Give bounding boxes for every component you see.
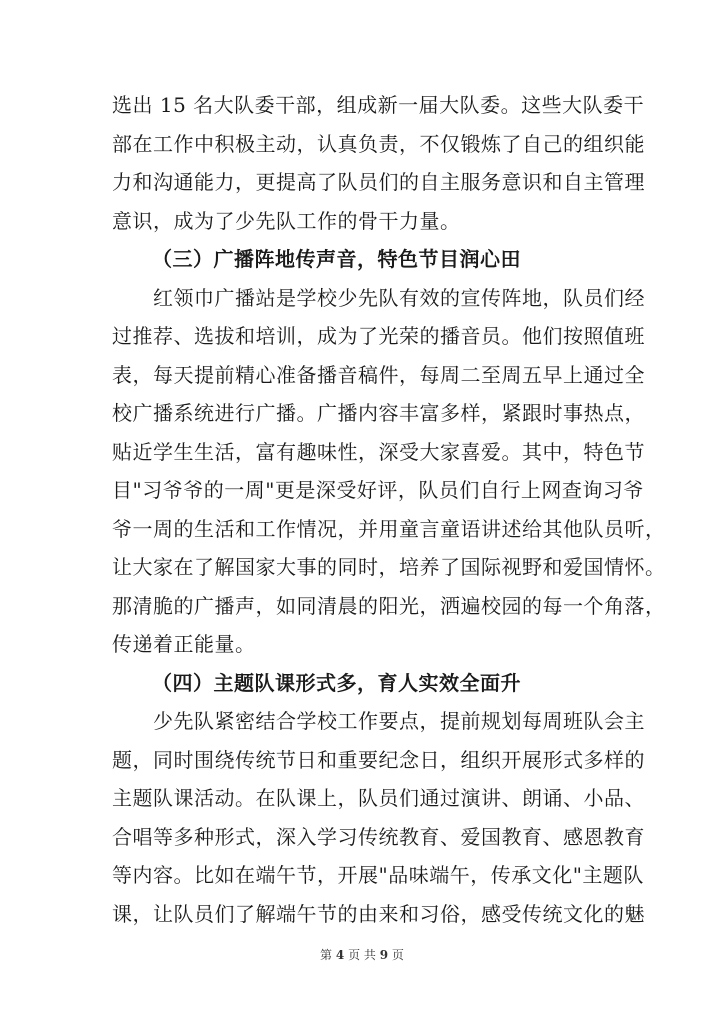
text-line: 等内容。比如在端午节，开展"品味端午，传承文化"主题队	[112, 863, 644, 887]
text-line: 让大家在了解国家大事的同时，培养了国际视野和爱国情怀。	[112, 555, 666, 579]
text-line: 传递着正能量。	[112, 632, 256, 656]
text-line: 少先队紧密结合学校工作要点，提前规划每周班队会主	[112, 709, 645, 733]
section-heading-4: （四）主题队课形式多，育人实效全面升	[152, 670, 521, 695]
text-line: 主题队课活动。在队课上，队员们通过演讲、朗诵、小品、	[112, 786, 645, 810]
paragraph-1	[112, 86, 645, 240]
text-line: 力和沟通能力，更提高了队员们的自主服务意识和自主管理	[112, 170, 645, 194]
text-line: 那清脆的广播声，如同清晨的阳光，洒遍校园的每一个角落，	[112, 593, 666, 618]
paragraph-3	[112, 702, 645, 933]
text-line: 目"习爷爷的一周"更是深受好评，队员们自行上网查询习爷	[112, 478, 644, 502]
text-line: 课，让队员们了解端午节的由来和习俗，感受传统文化的魅	[112, 901, 645, 926]
text-line: 选出 15 名大队委干部，组成新一届大队委。这些大队委干	[112, 93, 645, 117]
text-line: 过推荐、选拔和培训，成为了光荣的播音员。他们按照值班	[112, 324, 645, 348]
footer-middle: 页 共	[348, 948, 376, 962]
text-line: 表，每天提前精心准备播音稿件，每周二至周五早上通过全	[112, 362, 645, 387]
footer-prefix: 第	[320, 948, 333, 962]
text-line: 部在工作中积极主动，认真负责，不仅锻炼了自己的组织能	[112, 131, 645, 156]
text-line: 红领巾广播站是学校少先队有效的宣传阵地，队员们经	[112, 285, 645, 310]
paragraph-2	[112, 279, 666, 664]
section-heading-3: （三）广播阵地传声音，特色节目润心田	[152, 247, 521, 271]
total-page-number: 9	[379, 948, 389, 962]
text-line: 合唱等多种形式，深入学习传统教育、爱国教育、感恩教育	[112, 824, 645, 849]
text-line: 爷一周的生活和工作情况，并用童言童语讲述给其他队员听，	[112, 516, 666, 541]
text-line: 意识，成为了少先队工作的骨干力量。	[112, 208, 461, 233]
page-footer	[0, 946, 724, 963]
current-page-number: 4	[335, 948, 345, 962]
text-line: 校广播系统进行广播。广播内容丰富多样，紧跟时事热点，	[112, 401, 645, 425]
text-line: 贴近学生生活，富有趣味性，深受大家喜爱。其中，特色节	[112, 439, 645, 464]
document-body	[112, 86, 666, 933]
text-line: 题，同时围绕传统节日和重要纪念日，组织开展形式多样的	[112, 747, 645, 772]
footer-suffix: 页	[391, 948, 404, 962]
